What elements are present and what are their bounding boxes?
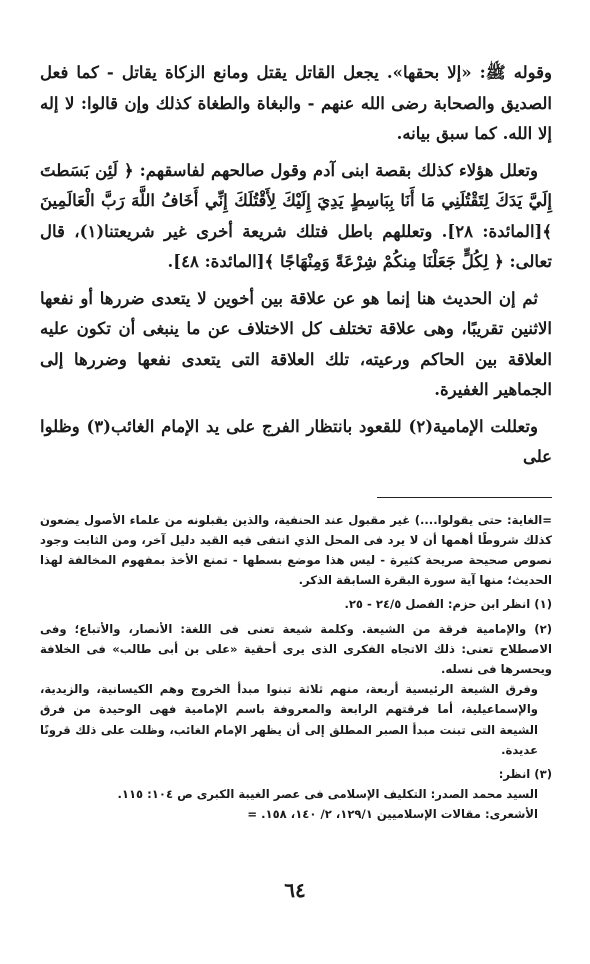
paragraph-1: وقوله ﷺ: «إلا بحقها». يجعل القاتل يقتل ومانع الزكاة يقاتل - كما فعل الصديق والصحابة رضى الله عنهم - والبغاة والطغاة كذلك وإن قالوا: لا إله إلا الله. كما سبق بيانه. [40,63,552,143]
footnotes [40,510,552,825]
footnote-continuation: =الغاية: حتى يقولوا....) غير مقبول عند الحنفية، والذين يقبلونه من علماء الأصول يضعون كذلك شروطًا أهمها أن لا يرد فى المحل الذي انتفى فيه القيد دليل آخر، ومن الثابت وجود نصوص صحيحة صريحة كثيرة - ليس هذا موضع بسطها - تمنع الأخذ بمفهوم المخالفة لهذا الحديث؛ منها آية سورة البقرة السابقة الذكر. [40,512,552,588]
footnote-separator [377,497,552,498]
footnote-2-continued: وفرق الشيعة الرئيسية أربعة، منهم ثلاثة تبنوا مبدأ الخروج وهم الكيسانية، والزيدية، والإسماعيلية، أما فرقتهم الرابعة والمعروفة باسم الإمامية فهى الوحيدة من فرق الشيعة التى تبنت مبدأ الصبر المطلق إلى أن يظهر الإمام الغائب، وظلت على ذلك قرونًا عديدة. [40,682,538,757]
footnote-2: (٢) والإمامية فرقة من الشيعة. وكلمة شيعة تعنى فى اللغة: الأنصار، والأتباع؛ وفى الاصطلاح تعنى: ذلك الاتجاه الفكرى الذى يرى أحقية «على بن أبى طالب» فى الخلافة ويحسرها فى نسله. [40,621,552,676]
paragraph-4: وتعللت الإمامية(٢) للقعود بانتظار الفرج على يد الإمام الغائب(٣) وظلوا على [40,416,552,466]
page-number: ٦٤ [284,878,306,902]
book-page [40,58,552,825]
paragraph-2: وتعلل هؤلاء كذلك بقصة ابنى آدم وقول صالحهم لفاسقهم: ﴿ لَئِن بَسَطتَ إِلَيَّ يَدَكَ لِتَقْتُلَنِي مَا أَنَا بِبَاسِطٍ يَدِيَ إِلَيْكَ لِأَقْتُلَكَ إِنِّي أَخَافُ اللَّهَ رَبَّ الْعَالَمِينَ ﴾[المائدة: ٢٨]. وتعللهم باطل فتلك شريعة أخرى غير شريعتنا(١)، قال تعالى: ﴿ لِكُلٍّ جَعَلْنَا مِنكُمْ شِرْعَةً وَمِنْهَاجًا ﴾[المائدة: ٤٨]. [40,160,553,271]
footnote-3-reference-b: الأشعرى: مقالات الإسلاميين ١٢٩/١، ٢/ ١٤٠، ١٥٨. = [247,807,538,822]
main-text [40,58,552,473]
footnote-3-reference-a: السيد محمد الصدر: التكليف الإسلامى فى عصر الغيبة الكبرى ص ١٠٤: ١١٥. [117,787,538,802]
footnote-1: (١) انظر ابن حزم: الفصل ٢٤/٥ - ٢٥. [344,597,552,612]
paragraph-3: ثم إن الحديث هنا إنما هو عن علاقة بين أخوين لا يتعدى ضررها أو نفعها الاثنين تقريبًا، وهى علاقة تختلف كل الاختلاف عن ما ينبغى أن تكون عليه العلاقة بين الحاكم ورعيته، تلك العلاقة التى يتعدى نفعها وضررها إلى الجماهير الغفيرة. [40,288,552,399]
footnote-3: (٣) انظر: [498,766,552,781]
